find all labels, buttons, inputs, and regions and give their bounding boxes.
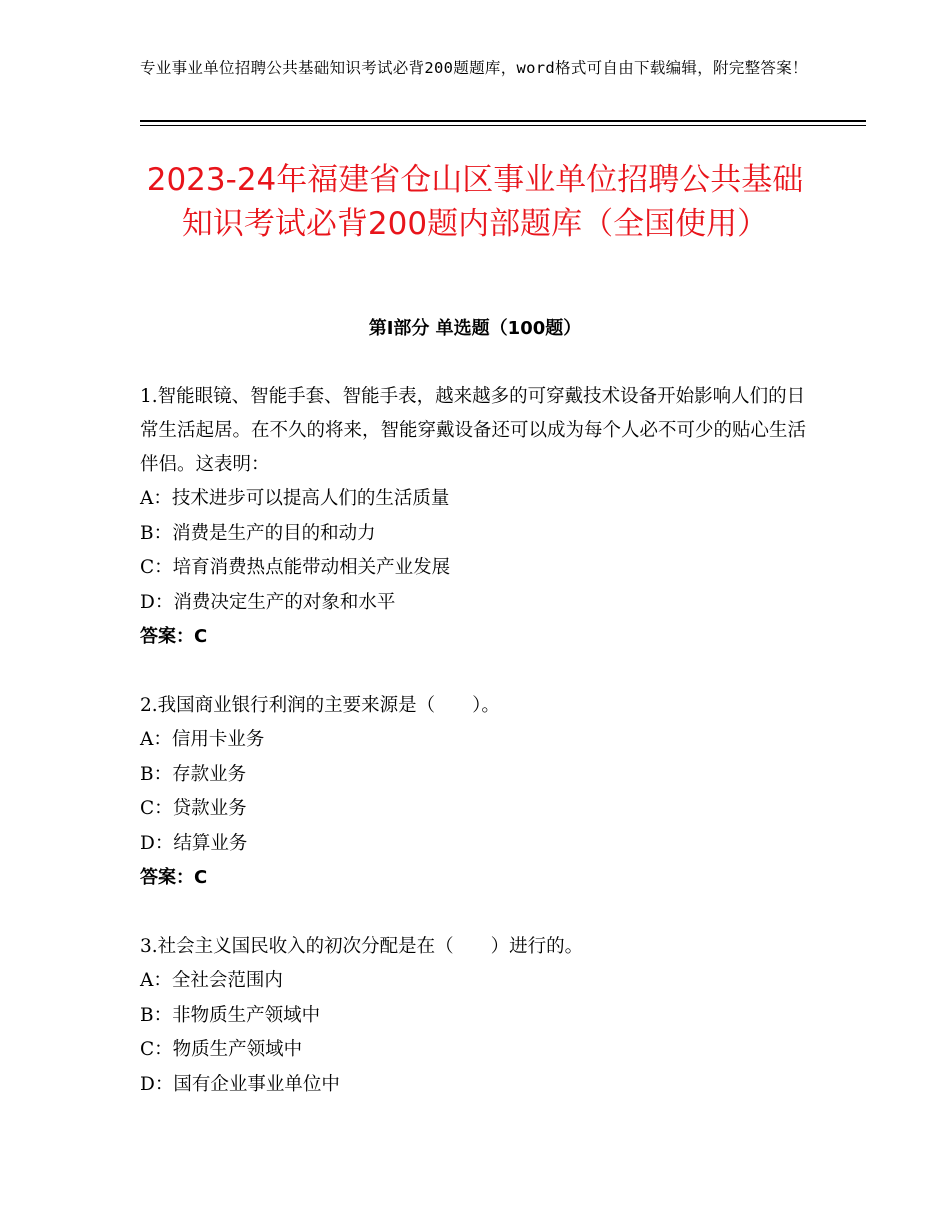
header-rule-thin	[140, 125, 866, 126]
question-stem: 1.智能眼镜、智能手套、智能手表，越来越多的可穿戴技术设备开始影响人们的日常生活起居。在不久的将来，智能穿戴设备还可以成为每个人必不可少的贴心生活伴侣。这表明：	[140, 386, 807, 475]
question-2	[140, 689, 820, 895]
option-a: A：技术进步可以提高人们的生活质量	[140, 488, 450, 509]
question-stem: 3.社会主义国民收入的初次分配是在（ ）进行的。	[140, 936, 584, 957]
option-a: A：全社会范围内	[140, 970, 283, 991]
option-c: C：物质生产领域中	[140, 1039, 303, 1060]
header-rule-thick	[140, 120, 866, 122]
question-stem: 2.我国商业银行利润的主要来源是（ ）。	[140, 695, 500, 716]
option-d: D：消费决定生产的对象和水平	[140, 591, 396, 613]
option-d: D：国有企业事业单位中	[140, 1073, 340, 1095]
option-b: B：存款业务	[140, 763, 247, 785]
document-title: 2023-24年福建省仓山区事业单位招聘公共基础知识考试必背200题内部题库（全国使用）	[146, 162, 804, 242]
question-1	[140, 380, 820, 654]
answer: 答案：C	[140, 626, 208, 647]
option-b: B：消费是生产的目的和动力	[140, 522, 376, 544]
option-d: D：结算业务	[140, 832, 248, 854]
answer: 答案：C	[140, 867, 208, 888]
option-c: C：培育消费热点能带动相关产业发展	[140, 557, 451, 578]
question-list	[140, 380, 820, 1137]
question-3	[140, 930, 820, 1102]
section-title: 第Ⅰ部分 单选题（100题）	[368, 318, 582, 339]
option-a: A：信用卡业务	[140, 729, 265, 750]
header-note: 专业事业单位招聘公共基础知识考试必背200题题库，word格式可自由下载编辑，附完整答案！	[140, 59, 808, 77]
option-c: C：贷款业务	[140, 798, 247, 819]
option-b: B：非物质生产领域中	[140, 1004, 321, 1026]
